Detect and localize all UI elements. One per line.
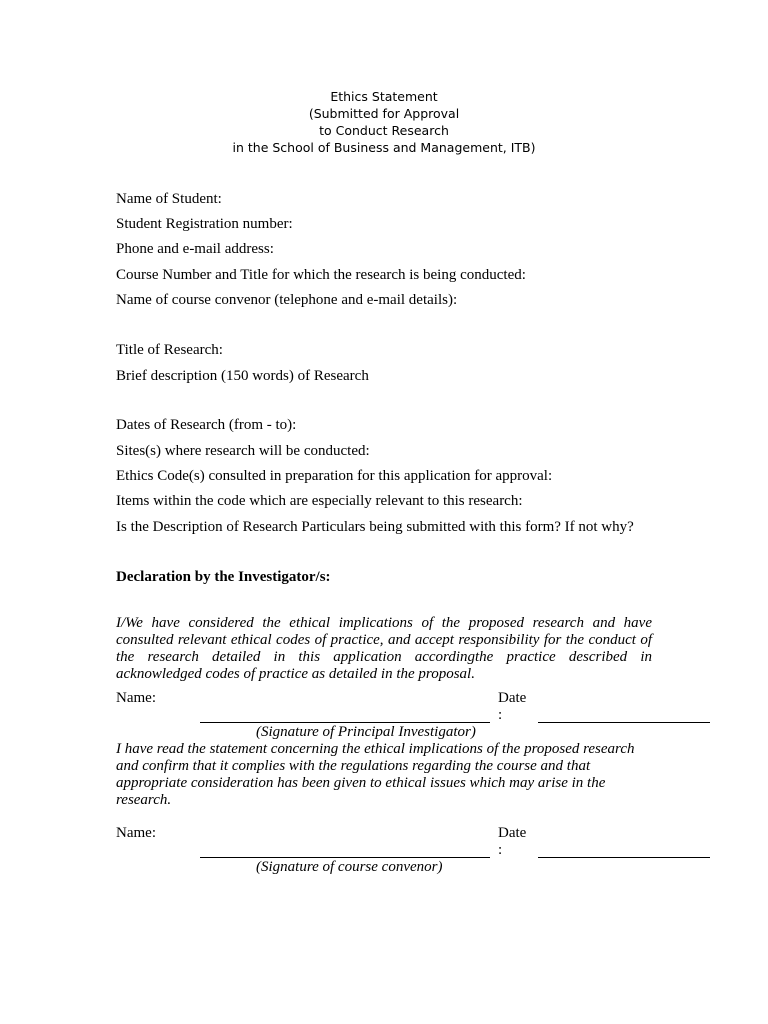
field-relevant-items: Items within the code which are especially relevant to this research:: [116, 493, 523, 509]
field-research-particulars: Is the Description of Research Particulars being submitted with this form? If not why?: [116, 519, 634, 535]
field-phone-email: Phone and e-mail address:: [116, 241, 274, 257]
investigator-name-label: Name:: [116, 690, 156, 706]
header-title: Ethics Statement: [330, 89, 438, 104]
investigator-date-line: [538, 722, 710, 723]
investigator-date-colon: :: [498, 707, 503, 723]
field-research-dates: Dates of Research (from - to):: [116, 417, 297, 433]
header-subtitle-3: in the School of Business and Management, ITB): [232, 140, 536, 155]
convenor-signature-line: [200, 857, 490, 858]
field-research-title: Title of Research:: [116, 342, 223, 358]
convenor-date-line: [538, 857, 710, 858]
convenor-declaration-text: I have read the statement concerning the ethical implications of the proposed research and confirm that it complies with the regulations regarding the course and that appropriate consideration has been given to ethical issues which may arise in the research.: [116, 741, 635, 808]
convenor-name-label: Name:: [116, 825, 156, 841]
field-research-sites: Sites(s) where research will be conducted:: [116, 443, 370, 459]
declaration-heading: Declaration by the Investigator/s:: [116, 569, 331, 585]
field-research-description: Brief description (150 words) of Research: [116, 368, 369, 384]
convenor-date-label: Date: [498, 825, 527, 841]
convenor-signature-caption: (Signature of course convenor): [256, 859, 443, 875]
header-subtitle-2: to Conduct Research: [319, 123, 449, 138]
investigator-declaration-text: I/We have considered the ethical implications of the proposed research and have consulted relevant ethical codes of practice, and accept responsibility for the conduct of the research detailed in this application accordingthe practice described in acknowledged codes of practice as detailed in the proposal.: [116, 615, 652, 682]
investigator-signature-line: [200, 722, 490, 723]
field-ethics-codes: Ethics Code(s) consulted in preparation for this application for approval:: [116, 468, 553, 484]
investigator-date-label: Date: [498, 690, 527, 706]
investigator-signature-caption: (Signature of Principal Investigator): [256, 724, 476, 740]
field-course-convenor: Name of course convenor (telephone and e-mail details):: [116, 292, 458, 308]
document-header: [0, 88, 768, 156]
convenor-date-colon: :: [498, 842, 503, 858]
field-student-name: Name of Student:: [116, 191, 222, 207]
field-course: Course Number and Title for which the research is being conducted:: [116, 267, 526, 283]
header-subtitle: (Submitted for Approval: [308, 106, 460, 121]
field-registration-number: Student Registration number:: [116, 216, 293, 232]
